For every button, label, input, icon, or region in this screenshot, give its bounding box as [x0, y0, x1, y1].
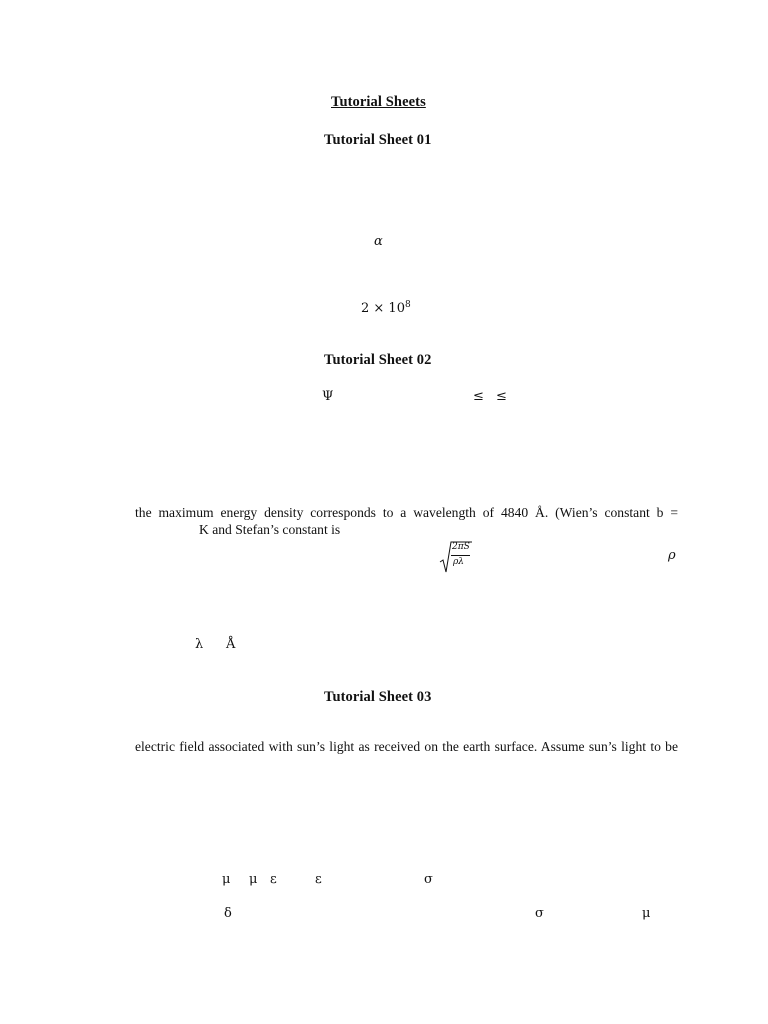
sigma-symbol-1: σ	[424, 872, 433, 887]
expression-base: 2 × 10	[361, 301, 405, 316]
sqrt-formula	[438, 540, 472, 574]
scientific-expression	[361, 300, 411, 316]
tutorial-sheet-01-heading: Tutorial Sheet 01	[324, 132, 432, 148]
tutorial-sheet-02-heading: Tutorial Sheet 02	[324, 352, 432, 368]
sqrt-numerator: 2πS	[452, 542, 470, 552]
page-title: Tutorial Sheets	[331, 94, 426, 110]
epsilon-symbol-1: ε	[270, 872, 277, 887]
sigma-symbol-2: σ	[535, 906, 544, 921]
epsilon-symbol-2: ε	[315, 872, 322, 887]
sqrt-denominator: ρλ	[453, 557, 464, 567]
mu-symbol-1: μ	[222, 872, 231, 887]
mu-symbol-3: μ	[642, 906, 651, 921]
fraction-bar	[451, 555, 470, 556]
sheet02-text-line-2: K and Stefan’s constant is	[199, 522, 341, 537]
psi-symbol: Ψ	[322, 389, 334, 404]
expression-exponent: 8	[404, 300, 411, 310]
mu-symbol-2: μ	[249, 872, 258, 887]
sheet03-text-line-1: electric field associated with sun’s light as received on the earth surface. Assume sun’s light to be	[135, 739, 678, 754]
angstrom-symbol: Å	[226, 637, 236, 652]
tutorial-sheet-03-heading: Tutorial Sheet 03	[324, 689, 432, 705]
rho-symbol: ρ	[668, 548, 676, 563]
alpha-symbol: α	[374, 234, 383, 249]
leq-symbol-1: ≤	[473, 389, 484, 404]
leq-symbol-2: ≤	[496, 389, 507, 404]
lambda-symbol: λ	[195, 637, 204, 652]
sheet02-text-line-1: the maximum energy density corresponds to a wavelength of 4840 Å. (Wien’s constant b =	[135, 505, 678, 520]
delta-symbol: δ	[224, 906, 232, 921]
